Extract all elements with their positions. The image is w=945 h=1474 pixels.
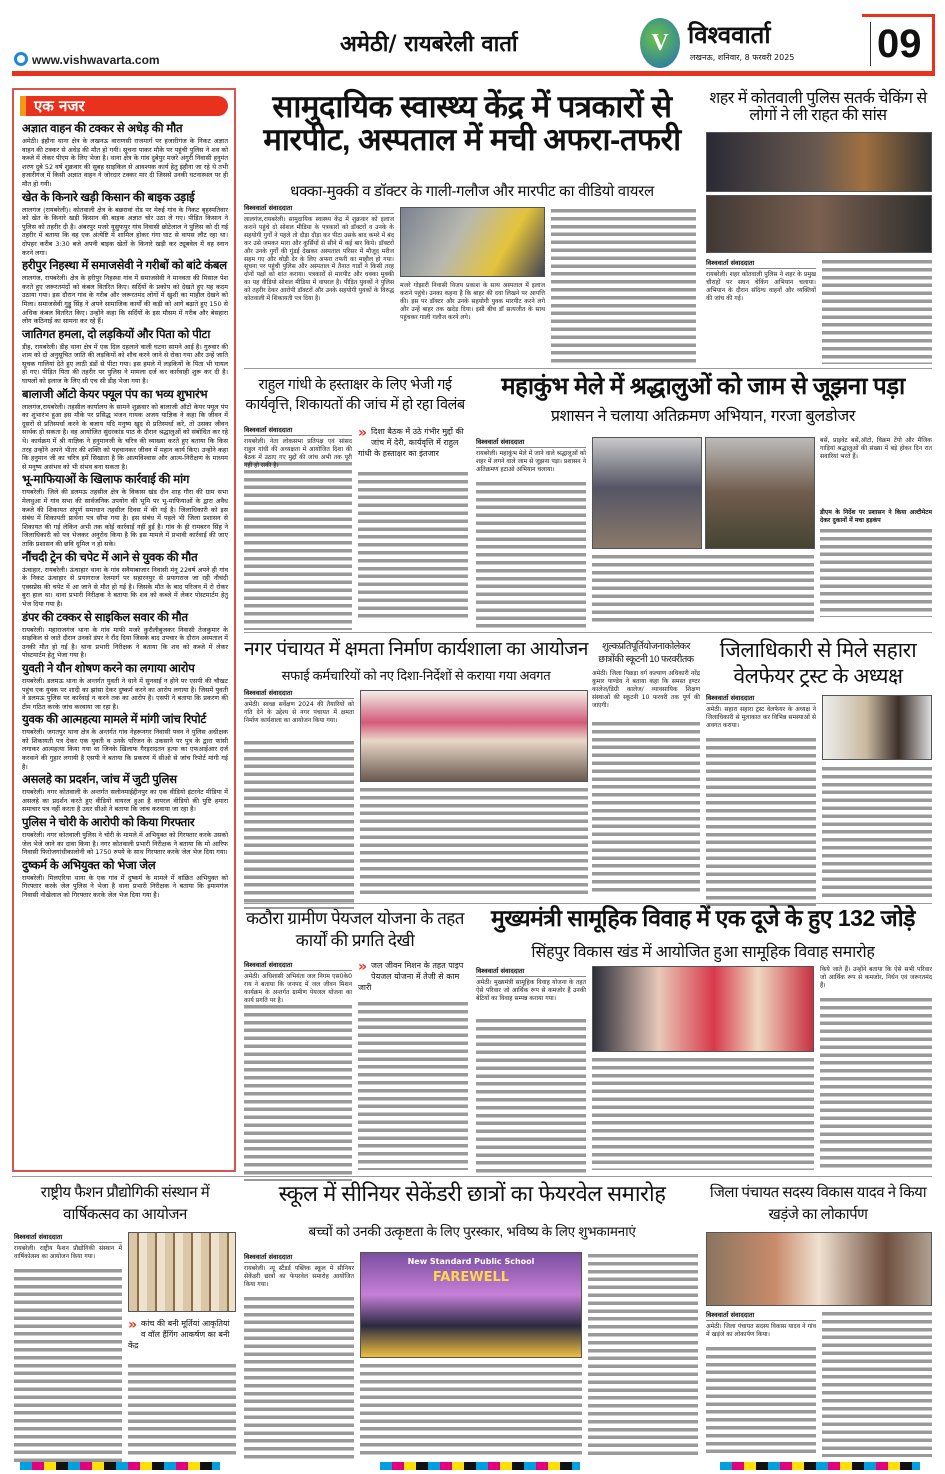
- article-body: अमेठी। जिला पंचायत सदस्य विकास यादव ने गांव में खड़ंजे का लोकार्पण किया।: [706, 1323, 816, 1338]
- photo-wedding: [592, 966, 814, 1052]
- article-body: रायबरेली। शहर कोतवाली पुलिस ने शहर के प्रमुख चौराहों पर सघन चेकिंग अभियान चलाया। अभियान के दौरान संदिग्ध वाहनों और व्यक्तियों की जांच की गई।: [706, 271, 816, 302]
- article-body: अमेठी। स्वच्छ सर्वेक्षण 2024 की तैयारियों को गति देने के उद्देश्य से नगर पंचायत में क्षमता निर्माण कार्यशाला का आयोजन किया गया।: [244, 701, 354, 724]
- subhead-nagar: सफाई कर्मचारियों को नए दिशा-निर्देशों से कराया गया अवगत: [281, 668, 551, 683]
- brief-headline: अज्ञात वाहन की टक्कर से अधेड़ की मौत: [22, 123, 183, 135]
- divider: [244, 632, 932, 633]
- article-body: अमेठी। जिला पिछड़ा वर्ग कल्याण अधिकारी नरेंद्र कुमार पाण्डेय ने बताया कहा कि समस्त इण्टर कालेज/डिग्री कालेज/ व्यावसायिक शिक्षण संस्थाओं की स्कूटनी 10 फरवरी तक पूर्ण की जाएगी।: [592, 670, 700, 709]
- byline: विश्ववार्ता संवाददाता: [476, 437, 586, 448]
- quote-chevron-icon: »: [358, 959, 368, 975]
- article-body: रायबरेली। राष्ट्रीय फैशन प्रौद्योगिकी संस्थान में वार्षिकोत्सव का आयोजन किया गया।: [14, 1245, 122, 1260]
- article-body: अमेठी। अधिशासी अभियंता जल निगम एस0के0 राय ने बताया कि जनपद में जल जीवन मिशन कार्यक्रम के अन्तर्गत ग्रामीण पेयजल योजना का कार्य प्रगति पर है।: [244, 973, 352, 1004]
- byline: विश्ववार्ता संवाददाता: [476, 966, 586, 977]
- article-body-continued: [822, 1310, 932, 1457]
- photo-checking-2: [706, 195, 932, 253]
- brief-text: रायबरेली। जगतपुर थाना क्षेत्र के अन्तर्गत गांव नेहरूनगर निवासी पवन ने पुलिस अधीक्षक को शिकायती पत्र देकर एक युवती व उनके परिजन के उकसाने पर पुत्र के द्वारा फांसी लगाकर आत्महत्या किया गया था जिनके खिलाफ गैरइरादतन हत्या का एफआईआर दर्ज करवाने की गुहार लगायी है एसपी ने बताया कि प्रकरण में सीओ से जांच रिपोर्ट मांगी गई है।: [22, 728, 228, 771]
- headline-shulk: शुल्कप्रतिपूर्तियोजनाकोलेकर छात्रोंकी स्कूटनी 10 फरवरीतक: [598, 641, 694, 666]
- article-body: रायबरेली। महाकुंभ मेले में जाने वाले श्रद्धालुओं को शहर में लगने वाले जाम से जूझना पड़ा। प्रशासन ने अतिक्रमण हटाओ अभियान चलाया।: [476, 450, 586, 473]
- brief-headline: बालाजी ऑटो केयर फ्यूल पंप का भव्य शुभारंभ: [22, 388, 208, 401]
- color-registration-bar: [380, 1462, 580, 1470]
- brief-text: ऊंचाहार, रायबरेली। ऊंचाहार थाना के गांव सवैयाबाजार निवासी मंनू 22वर्ष अपने ही गांव के निकट ऊंचाहार से प्रयागराज रेलमार्ग पर सहारनपुर से प्रयागराज जा रही नौचंदी एक्सप्रेस की चपेट में आ जाने से मौत हो गई है। जिसके मौत के बाद परिजन में रो रोकर बुरा हाल था। थाना प्रभारी निरीक्षक ने बताया कि शव को कब्जे में लेकर पोस्टमार्टम हेतु भेज दिया गया है।: [22, 565, 228, 608]
- byline: विश्ववार्ता संवाददाता: [244, 1252, 354, 1263]
- subhead-vivah: सिंहपुर विकास खंड में आयोजित हुआ सामूहिक विवाह समारोह: [531, 944, 875, 961]
- brief-text: रायबरेली। डलमऊ थाना के अन्तर्गत युवती ने थाने में सुनवाई न होने पर एसपी की चौखट पहुंच एक युवक पर शादी का झांसा देकर दुष्कर्म करने का आरोप लगाया है। जिसमें युवती ने डलमऊ पुलिस पर कार्रवाई न करने तक का आरोप है। एसपी ने बताया कि प्रकरण की टीम गठित करके जांच करवाया जा रहा है।: [22, 676, 228, 711]
- photo-art-exhibit: [128, 1232, 236, 1312]
- byline: विश्ववार्ता संवाददाता: [706, 258, 816, 269]
- article-body: रायबरेली। नेता लोकसभा प्रतिपक्ष एवं सांसद राहुल गांधी की अध्यक्षता में आयोजित दिशा की बैठक में उठाए गए मुद्दों की जांच अभी तक पूरी नहीं हो सकी है।: [244, 438, 352, 469]
- brief-headline: खेत के किनारे खड़ी किसान की बाइक उड़ाई: [22, 191, 195, 204]
- article-body: अमेठी। सहारा सहारा ट्रस्ट वेलफेयर के अध्यक्ष ने जिलाधिकारी से मुलाकात कर विभिन्न समस्याओं से अवगत कराया।: [706, 706, 816, 729]
- pull-quote: » कांच की बनी मूर्तियां आकृतियां व वॉल हैंगिंग आकर्षण का बनी केंद्र: [128, 1317, 230, 1350]
- brief-text: रायबरेली। मिलएरिया थाना के एक गांव में दुष्कर्म के मामले में वांछित अभियुक्त को गिरफ्तार करके जेल पुलिस ने भेजा है थाना प्रभारी निरीक्षक ने बताया कि इमामगंज निवासी नोखेलाल को गिरफ्तार करके जेल भेज दिया गया है।: [22, 873, 228, 899]
- website-url[interactable]: www.vishwavarta.com: [14, 52, 160, 67]
- headline-kathaura: कठौरा ग्रामीण पेयजल योजना के तहत कार्यों की प्रगति देखी: [246, 909, 464, 951]
- article-body: लालगंज,रायबरेली। सामुदायिक स्वास्थ्य केंद्र में शुक्रवार को इलाज कराने पहुंचे दो सोशल मीडिया के पत्रकारों को डॉक्टरों व उनके के सहयोगी गुर्गों ने पहले तो दौड़ा दौड़ा कर पीटा उसके बाद कमरे में बंद कर उसे जमकर मारा और कुर्सियों से सीने में कई बार किये। डॉक्टरों और उनके गुर्गों की गुंडई देखकर अस्पताल परिसर में मौजूद मरीज सहम गए और थोड़ी देर के लिए अफरा तफरी का माहौल हो गया। सूचना पर पहुंची पुलिस और अस्पताल में तैनात गार्डों ने किसी तरह दोनों पक्षों को शांत कराया। पत्रकारों से मारपीट और धक्का मुक्की का यह वीडियो सोशल मीडिया में वायरल है। पीड़ित युवकों ने पुलिस को तहरीर देकर आरोपी डॉक्टरों और उनके सहयोगी युवकों के विरुद्ध कोतवाली में शिकायती पत्र दिया है।: [244, 216, 394, 303]
- article-body-continued: [588, 1252, 698, 1457]
- quote-chevron-icon: »: [358, 425, 368, 441]
- headline-kotwali: शहर में कोतवाली पुलिस सतर्क चेकिंग से लोगों ने ली राहत की सांस: [709, 90, 927, 125]
- brief-headline: असलहे का प्रदर्शन, जांच में जुटी पुलिस: [22, 774, 177, 787]
- byline: विश्ववार्ता संवाददाता: [244, 688, 354, 699]
- headline-kumbh: महाकुंभ मेले में श्रद्धालुओं को जाम से जूझना पड़ा: [501, 373, 905, 400]
- brief-headline: युवती ने यौन शोषण करने का लगाया आरोप: [22, 662, 195, 675]
- dateline: लखनऊ, शनिवार, 8 फरवरी 2025: [690, 53, 795, 62]
- headline-panchayat: जिला पंचायत सदस्य विकास यादव ने किया खड़ंजे का लोकार्पण: [709, 1184, 927, 1223]
- article-body-continued: [358, 1000, 468, 1170]
- brief-headline: दुष्कर्म के अभियुक्त को भेजा जेल: [22, 859, 156, 872]
- byline: विश्ववार्ता संवाददाता: [14, 1232, 122, 1243]
- article-body-continued: [358, 470, 468, 622]
- article-body-continued: [551, 207, 696, 364]
- brief-headline: युवक की आत्महत्या मामले में मांगी जांच रिपोर्ट: [22, 714, 206, 727]
- subhead-cmo: धक्का-मुक्की व डॉक्टर के गाली-गलौज और मारपीट का वीडियो वायरल: [290, 183, 654, 200]
- divider: [244, 903, 932, 904]
- article-subhead: डीएम के निर्देश पर प्रशासन ने किया अल्टीमेटम देकर दुकानों में मचा हड़कंप: [820, 509, 932, 524]
- brief-text: रायबरेली। नगर कोतवाली के अन्तर्गत सलोनमाईद्दीनपुर का एक वीडियो इंटरनेट मीडिया में असलहे का प्रदर्शन करते हुए वीडियो वायरल हुआ है वायरल वीडियो की पुष्टि हमारा समाचार पत्र नहीं करता है उधर सीओ ने बताया कि जांच करवाया जा रहा है।: [22, 788, 228, 814]
- page-number: 09: [870, 22, 922, 66]
- article-body: बसें, प्राइवेट बसें,ऑटो, विक्रम टेंपो और मैजिक गाड़ियां श्रद्धालुओं की संख्या में बड़े होकर दिन रात सवारियां भरते हैं।: [820, 437, 932, 460]
- article-body: अमेठी। मुख्यमंत्री सामूहिक विवाह योजना के तहत ऐसे परिवार जो आर्थिक रूप से कमजोर हैं उनकी बेटियों का विवाह सम्पन्न कराया गया।: [476, 979, 586, 1002]
- brief-headline: डंपर की टक्कर से साइकिल सवार की मौत: [22, 611, 188, 624]
- headline-vivah: मुख्यमंत्री सामूहिक विवाह में एक दूजे के हुए 132 जोड़े: [491, 905, 915, 931]
- photo-checking-1: [706, 132, 932, 192]
- byline: विश्ववार्ता संवाददाता: [244, 203, 394, 214]
- brief-news-list: [22, 120, 228, 901]
- quote-chevron-icon: »: [128, 1317, 138, 1333]
- article-body-continued: [822, 765, 932, 897]
- photo-workshop: [360, 690, 588, 782]
- divider: [244, 368, 932, 369]
- article-body: रायबरेली। न्यू स्टैंडर्ड पब्लिक स्कूल में सीनियर सेकेंडरी छात्रों का फेयरवेल समारोह आयोजित किया गया।: [244, 1265, 354, 1288]
- photo-inauguration: [706, 1232, 932, 1306]
- browser-icon: [14, 52, 28, 66]
- divider: [12, 1176, 932, 1177]
- article-body-continued: [360, 1362, 582, 1457]
- photo-bulldozer-1: [592, 437, 702, 549]
- headline-cmo: सामुदायिक स्वास्थ्य केंद्र में पत्रकारों से मारपीट, अस्पताल में मची अफरा-तफरी: [263, 89, 681, 158]
- brand-name: विश्ववार्ता: [688, 21, 771, 49]
- article-body-continued: [128, 1362, 236, 1456]
- subhead-kumbh: प्रशासन ने चलाया अतिक्रमण अभियान, गरजा बुलडोजर: [550, 408, 856, 425]
- color-registration-bar: [20, 1462, 220, 1470]
- article-body: किये जाते हैं। उन्होंने बताया कि ऐसे सभी परिवार जो आर्थिक रूप से कमजोर, निर्धन एवं जरूरतमंद हैं।: [820, 966, 932, 989]
- photo-hospital: [400, 207, 545, 277]
- brand-logo: V: [640, 18, 680, 68]
- headline-nagar: नगर पंचायत में क्षमता निर्माण कार्यशाला का आयोजन: [244, 639, 588, 660]
- photo-farewell: New Standard Public School FAREWELL: [360, 1252, 582, 1358]
- brief-headline: हरीपुर निहस्था में समाजसेवी ने गरीबों को बांटे कंबल: [22, 260, 227, 273]
- brief-headline: पुलिस ने चोरी के आरोपी को किया गिरफ्तार: [22, 817, 195, 830]
- byline: विश्ववार्ता संवाददाता: [706, 1310, 816, 1321]
- pull-quote: » दिशा बैठक में उठे गंभीर मुद्दों की जांच में देरी, कार्यवृत्ति में राहुल गांधी के हस्ताक्षर का इंतजार: [358, 425, 464, 458]
- article-body-continued: [592, 1056, 814, 1170]
- brief-headline: जातिगत हमला, दो लड़कियों और पिता को पीटा: [22, 328, 211, 341]
- byline: विश्ववार्ता संवाददाता: [244, 960, 352, 971]
- header-divider: [12, 71, 935, 76]
- brief-text: डीह, रायबरेली। डीह थाना क्षेत्र में एक दिल दहलाने वाली घटना सामने आई है। गुरुवार की शाम को दो अनुसूचित जाति की लड़कियों को शौच करने जाने से रोका गया और उन्हें जाति सूचक गालियां देते हुए लाठी डंडों से पीटा गया। इस हमले में लड़कियों के पिता भी घायल हो गए। पीड़ित पिता की तहरीर पर पुलिस ने मामला दर्ज कर कार्रवाही शुरू कर दी है। घायलों को इलाज के लिए सी एच सी डीह भेजा गया है।: [22, 342, 228, 386]
- headline-fashion: राष्ट्रीय फैशन प्रौद्योगिकी संस्थान में वार्षिकत्सव का आयोजन: [40, 1184, 210, 1223]
- article-body: मजरे गोझारी निवासी विजय प्रकाश के साथ अस्पताल में इलाज कराने पहुंचे। उनका कहना है कि बाहर की दवा लिखने पर आपत्ति की। इस पर डॉक्टर और उनके सहयोगी युवक मारपीट करने लगे और उन्हें बाहर तक खदेड़ दिया। इसी बीच डॉ सत्यजीत के साथ पहुंचकर गाली गलौज करने लगे।: [400, 282, 545, 321]
- article-body-continued: [592, 553, 814, 623]
- headline-dm: जिलाधिकारी से मिले सहारा वेलफेयर ट्रस्ट के अध्यक्ष: [719, 639, 917, 689]
- subhead-school: बच्चों को उनकी उत्कृष्टता के लिए पुरस्कार, भविष्य के लिए शुभकामनाएं: [308, 1224, 636, 1239]
- article-body-continued: [360, 786, 588, 898]
- article-body-continued: [822, 258, 932, 364]
- brief-headline: भू-माफियाओं के खिलाफ कार्रवाई की मांग: [22, 474, 190, 487]
- brief-headline: नौंचदी ट्रेन की चपेट में आने से युवक की मौत: [22, 551, 198, 564]
- photo-dm-meeting: [822, 695, 932, 760]
- headline-school: स्कूल में सीनियर सेकेंडरी छात्रों का फेयरवेल समारोह: [278, 1181, 666, 1206]
- brief-text: लालगंज (रायबरेली)। कोतवाली क्षेत्र के बछरावां रोड पर मेरुई गांव के निकट बृहस्पतिवार को खेत के किनारे खड़ी किसान की बाइक अज्ञात चोर उठा ले गए। पीड़ित किसान ने पुलिस को तहरीर दी है। अंबरपुर मजरे यूसुफपुर गांव निवासी छोटेलाल ने पुलिस को दी गई तहरीर में बताया कि वह एक अंत्येष्टि में शामिल होकर गंगा घाट से वापस लौट रहा था। दोपहर करीब 3:30 बजे अपनी बाइक खेतों के किनारे खड़ी कर ट्यूबवेल में वह स्नान करने लगा।: [22, 205, 228, 257]
- color-registration-bar: [720, 1462, 920, 1470]
- section-title: अमेठी/ रायबरेली वार्ता: [340, 32, 518, 57]
- brief-text: अमेठी। इंहौना थाना क्षेत्र के लखनऊ वाराणसी राजमार्ग पर हजारीगंज के निकट अज्ञात वाहन की टक्कर से अधेड़ की मौत हो गयी। सूचना पाकर मौके पर पहुंची पुलिस ने शव को कब्जे में लेकर पीएम के लिए भेजा है। थाना क्षेत्र के गांव दुबेपुर मजरे अंगुरी निवासी हनुमंत शरण दुबे 52 वर्ष शुक्रवार की सुबह साइकिल से आवश्यक कार्य हेतु इंहौना जा रहे थे तभी हजारीगंज में किसी अज्ञात वाहन ने जोरदार टक्कर मार दी जिससे उनकी घटनास्थल पर ही मौत हो गयी।: [22, 137, 228, 188]
- brief-text: रायबरेली। नगर कोतवाली पुलिस ने चोरी के मामले में अभियुक्त को गिरफ्तार करके उसको जेल भेजे जाने का दावा किया है। नगर कोतवाली प्रभारी निरीक्षक ने बताया कि मो आरिफ निवासी फिरोजगांधीकालोनी को 1750 रुपये के साथ गिरफ्तार करके जेल भेज दिया गया।: [22, 831, 228, 857]
- brief-text: रायबरेली। जिले की डलमऊ तहसील क्षेत्र के विकास खंड दीन शाह गौरा की ग्राम सभा मेलथुआ में गांव सभा की सार्वजनिक उपयोग की भूमि पर भू-माफियाओं के द्वारा अवैध कब्जे की शिकायत संपूर्ण समाधान तहसील दिवस में की गई है। जिलाधिकारी को इस संबंध में शिकायती प्रार्थना पत्र सौंपा गया है। इस संबंध में पहले भी जिला प्रशासन से शिकायत की गई लेकिन अभी तक कोई कार्रवाई नहीं हुई है। गांव के ही रामबरन सिंह ने जिलाधिकारी को पत्र भेजकर अनुरोध किया है कि इस मामले में प्रभावी कार्रवाई की जाए ताकि प्रशासन की छवि धूमिल न हो सके।: [22, 488, 228, 548]
- headline-rahul: राहुल गांधी के हस्ताक्षर के लिए भेजी गई कार्यवृत्ति, शिकायतों की जांच में हो रहा विलंब: [245, 377, 465, 413]
- ek-nazar-tag: एक नजर: [20, 96, 228, 116]
- photo-bulldozer-2: [705, 437, 815, 549]
- brief-text: लालगंज,रायबरेली। तहसील कार्यालय के सामने शुक्रवार को बालाजी ऑटो केयर फ्यूल पंप का शुभारंभ हुआ इस मौके पर प्रसिद्ध भजन गायक अजय याज्ञिक ने कहा कि जीवन में दूसरों से प्रतिस्पर्धा करने के बजाय यदि मनुष्य खुद से प्रतिस्पर्धा करे, तो उसका जीवन सार्थक हो सकता है। वह आयोजित सुंदरकांड पाठ के दौरान श्रद्धालुओं को संबोधित कर रहे थे। कार्यक्रम में श्री याज्ञिक ने हनुमानजी के चरित्र की व्याख्या करते हुए बताया कि किस तरह उन्होंने अपने भीतर की शक्ति को पहचानकर जीवन में महान कार्य किए। उन्होंने कहा कि हनुमान जी का चरित्र हमें सिखाता है कि आत्मविश्वास और आत्म-निरीक्षण के माध्यम से मनुष्य असंभव को भी संभव बना सकता है।: [22, 402, 228, 471]
- byline: विश्ववार्ता संवाददाता: [244, 425, 352, 436]
- pull-quote: » जल जीवन मिशन के तहत पाइप पेयजल योजना में तेजी से काम जारी: [358, 959, 464, 992]
- brief-text: रायबरेली। महाराजगंज थाना के गांव माफी मजरे कुरौलीबुजकर निवासी तेजकुमार के साइकिल से जाते दौरान उनको डंपर ने रौंद दिया जिसके बाद उपचार के दौरान अस्पताल में उनकी मौत हो गई है। थाना प्रभारी निरीक्षक ने बताया कि शव को कब्जे में लेकर पोस्टमार्टम हेतु भेजा गया है।: [22, 625, 228, 660]
- brief-text: लालगंज, रायबरेली। क्षेत्र के हरीपुर निहस्था गांव में समाजसेवी ने मानवता की मिसाल पेश करते हुए जरूरतमंदों को कंबल वितरित किए। सर्दियों के प्रकोप को देखते हुए यह कदम उठाया गया। इस दौरान गांव के गरीब और जरूरतमंद लोगों में खुशी का माहौल देखने को मिला। समाजसेवी गुड्डू सिंह ने अपने सामाजिक कार्यों की कड़ी को आगे बढ़ाते हुए 150 से अधिक कंबल वितरित किए। उन्होंने कहा कि सर्दियों के इस मौसम में गरीब और बेसहारा लोग कठिनाई का सामना कर रहे हैं।: [22, 274, 228, 326]
- byline: विश्ववार्ता संवाददाता: [706, 693, 816, 704]
